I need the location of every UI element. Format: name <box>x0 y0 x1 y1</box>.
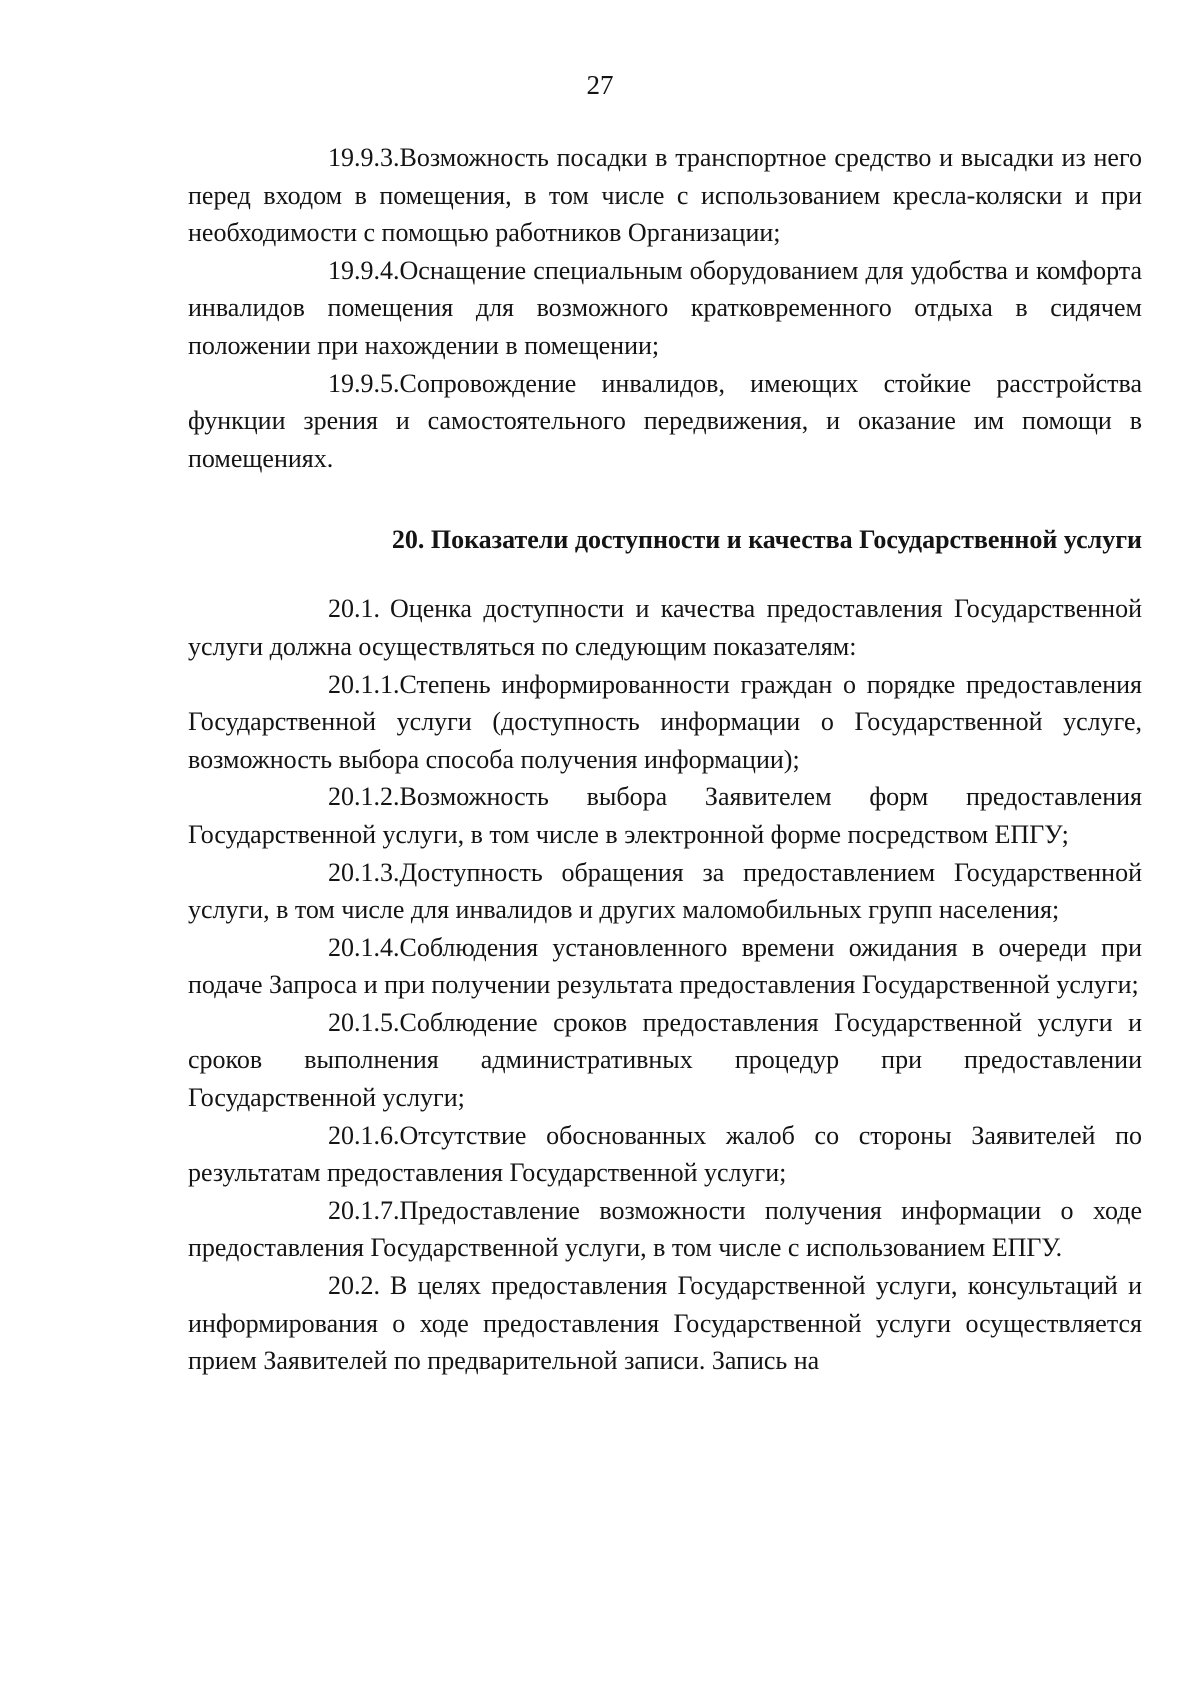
item-text: Возможность посадки в транспортное средство и высадки из него перед входом в помещения, в том числе с использованием кресла-коляски и при необходимости с помощью работников Организации; <box>188 143 1142 248</box>
paragraph-19-9-4 <box>188 252 1142 365</box>
item-text: Соблюдение сроков предоставления Государственной услуги и сроков выполнения административных процедур при предоставлении Государственной услуги; <box>188 1007 1142 1113</box>
paragraph-20-1-6 <box>188 1117 1142 1192</box>
paragraph-20-1-7 <box>188 1192 1142 1267</box>
item-number: 20.1.2. <box>328 782 400 812</box>
paragraph-20-1 <box>188 590 1142 665</box>
item-number: 20.1.4. <box>328 932 400 962</box>
page-number: 27 <box>586 70 614 100</box>
item-number: 19.9.4. <box>328 255 400 285</box>
paragraph-20-1-4 <box>188 929 1142 1004</box>
item-text: Оценка доступности и качества предоставления Государственной услуги должна осуществляться по следующим показателям: <box>188 594 1142 661</box>
item-text: Оснащение специальным оборудованием для удобства и комфорта инвалидов помещения для возможного кратковременного отдыха в сидячем положении при нахождении в помещении; <box>188 255 1142 360</box>
document-body <box>188 139 1142 1380</box>
item-number: 20.1.6. <box>328 1120 400 1150</box>
item-text: В целях предоставления Государственной услуги, консультаций и информирования о ходе предоставления Государственной услуги осуществляется прием Заявителей по предварительной записи. Запись на <box>188 1271 1142 1376</box>
paragraph-19-9-3 <box>188 139 1142 252</box>
item-text: Соблюдения установленного времени ожидания в очереди при подаче Запроса и при получении результата предоставления Государственной услуги; <box>188 932 1142 1000</box>
paragraph-20-2 <box>188 1267 1142 1380</box>
item-number: 20.1.5. <box>328 1007 400 1037</box>
paragraph-20-1-2 <box>188 778 1142 853</box>
paragraph-19-9-5 <box>188 365 1142 478</box>
item-number: 20.1.1. <box>328 669 400 699</box>
item-number: 20.1.3. <box>328 857 400 887</box>
item-text: Отсутствие обоснованных жалоб со стороны Заявителей по результатам предоставления Государственной услуги; <box>188 1120 1142 1188</box>
paragraph-20-1-1 <box>188 666 1142 779</box>
paragraph-20-1-5 <box>188 1004 1142 1117</box>
item-number: 20.1.7. <box>328 1195 400 1225</box>
item-number: 19.9.5. <box>328 368 400 398</box>
item-text: Предоставление возможности получения информации о ходе предоставления Государственной услуги, в том числе с использованием ЕПГУ. <box>188 1195 1142 1263</box>
item-text: Сопровождение инвалидов, имеющих стойкие расстройства функции зрения и самостоятельного передвижения, и оказание им помощи в помещениях. <box>188 368 1142 473</box>
item-text: Степень информированности граждан о порядке предоставления Государственной услуги (доступность информации о Государственной услуге, возможность выбора способа получения информации); <box>188 669 1142 774</box>
paragraph-20-1-3 <box>188 854 1142 929</box>
item-number: 20.2. <box>328 1271 380 1301</box>
item-text: Доступность обращения за предоставлением Государственной услуги, в том числе для инвалидов и других маломобильных групп населения; <box>188 857 1142 925</box>
item-number: 20.1. <box>328 594 380 624</box>
section-heading: 20. Показатели доступности и качества Государственной услуги <box>391 525 1142 555</box>
item-text: Возможность выбора Заявителем форм предоставления Государственной услуги, в том числе в электронной форме посредством ЕПГУ; <box>188 782 1142 849</box>
item-number: 19.9.3. <box>328 143 400 172</box>
